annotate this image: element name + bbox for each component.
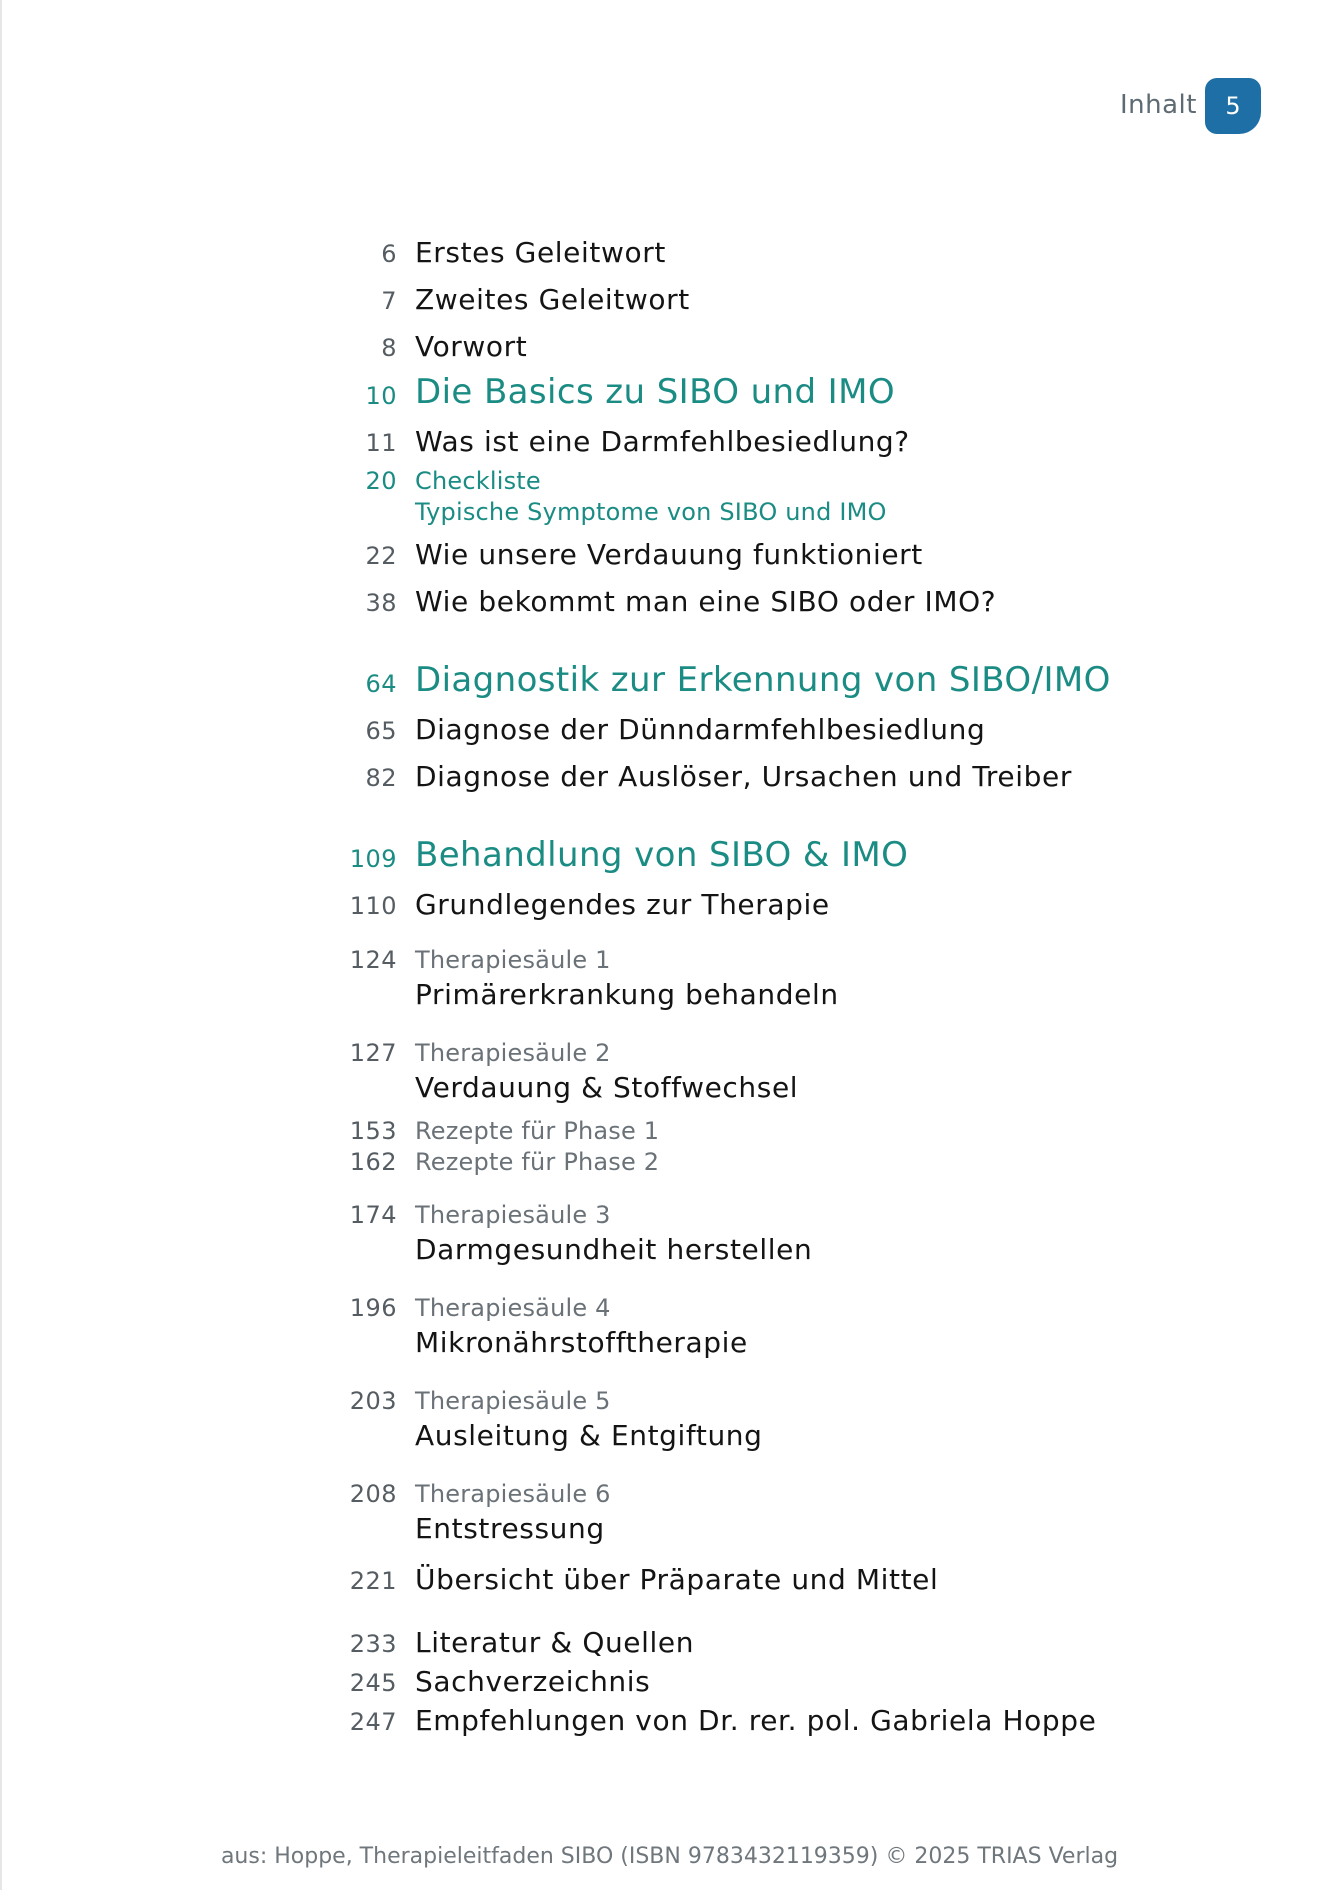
toc-page-number: 221 bbox=[349, 1567, 397, 1595]
toc-page-number: 82 bbox=[365, 764, 397, 792]
toc-section-title: Behandlung von SIBO & IMO bbox=[415, 835, 909, 875]
toc-section-title: Diagnostik zur Erkennung von SIBO/IMO bbox=[415, 660, 1111, 700]
toc-pillar-title: Entstressung bbox=[415, 1512, 605, 1545]
toc-pillar-title: Verdauung & Stoffwechsel bbox=[415, 1071, 799, 1104]
toc-title: Empfehlungen von Dr. rer. pol. Gabriela Hoppe bbox=[415, 1704, 1097, 1737]
toc-title: Sachverzeichnis bbox=[415, 1665, 651, 1698]
toc-title: Rezepte für Phase 1 bbox=[415, 1117, 660, 1145]
toc-title: Diagnose der Auslöser, Ursachen und Treiber bbox=[415, 760, 1072, 793]
toc-page-number: 247 bbox=[349, 1708, 397, 1736]
toc-page-number: 109 bbox=[349, 845, 397, 873]
toc-pillar-title: Ausleitung & Entgiftung bbox=[415, 1419, 763, 1452]
toc-page-number: 208 bbox=[349, 1480, 397, 1508]
toc-title: Wie unsere Verdauung funktioniert bbox=[415, 538, 923, 571]
toc-title: Grundlegendes zur Therapie bbox=[415, 888, 830, 921]
toc-page-number: 8 bbox=[381, 334, 397, 362]
toc-title: Rezepte für Phase 2 bbox=[415, 1148, 660, 1176]
toc-page-number: 22 bbox=[365, 542, 397, 570]
toc-page-number: 64 bbox=[365, 670, 397, 698]
toc-pillar-title: Darmgesundheit herstellen bbox=[415, 1233, 813, 1266]
toc-page-number: 20 bbox=[365, 467, 397, 495]
toc-pillar-title: Mikronährstofftherapie bbox=[415, 1326, 748, 1359]
toc-checklist-subtitle: Typische Symptome von SIBO und IMO bbox=[415, 498, 887, 526]
toc-page-number: 127 bbox=[349, 1039, 397, 1067]
toc-title: Übersicht über Präparate und Mittel bbox=[415, 1563, 939, 1596]
toc-pillar-label: Therapiesäule 4 bbox=[415, 1294, 611, 1322]
toc-title: Literatur & Quellen bbox=[415, 1626, 695, 1659]
toc-pillar-label: Therapiesäule 5 bbox=[415, 1387, 611, 1415]
toc-page-number: 162 bbox=[349, 1148, 397, 1176]
toc-pillar-label: Therapiesäule 2 bbox=[415, 1039, 611, 1067]
toc-pillar-label: Therapiesäule 3 bbox=[415, 1201, 611, 1229]
toc-title: Zweites Geleitwort bbox=[415, 283, 690, 316]
toc-page-number: 65 bbox=[365, 717, 397, 745]
toc-title: Diagnose der Dünndarmfehlbesiedlung bbox=[415, 713, 986, 746]
footer-source-note: aus: Hoppe, Therapieleitfaden SIBO (ISBN 9783432119359) © 2025 TRIAS Verlag bbox=[220, 1844, 1119, 1869]
toc-page-number: 11 bbox=[365, 429, 397, 457]
toc-page-number: 38 bbox=[365, 589, 397, 617]
toc-pillar-label: Therapiesäule 1 bbox=[415, 946, 611, 974]
toc-title: Was ist eine Darmfehlbesiedlung? bbox=[415, 425, 910, 458]
toc-pillar-label: Therapiesäule 6 bbox=[415, 1480, 611, 1508]
toc-page-number: 245 bbox=[349, 1669, 397, 1697]
toc-page-number: 110 bbox=[349, 892, 397, 920]
page-number-badge: 5 bbox=[1205, 78, 1261, 134]
toc-page-number: 10 bbox=[365, 382, 397, 410]
toc-checklist-title: Checkliste bbox=[415, 467, 541, 495]
toc-page-number: 203 bbox=[349, 1387, 397, 1415]
toc-page-number: 7 bbox=[381, 287, 397, 315]
toc-page-number: 196 bbox=[349, 1294, 397, 1322]
toc-section-title: Die Basics zu SIBO und IMO bbox=[415, 372, 896, 412]
header-label: Inhalt bbox=[1120, 90, 1197, 120]
toc-page-number: 233 bbox=[349, 1630, 397, 1658]
toc-page-number: 124 bbox=[349, 946, 397, 974]
toc-title: Erstes Geleitwort bbox=[415, 236, 666, 269]
toc-title: Wie bekommt man eine SIBO oder IMO? bbox=[415, 585, 997, 618]
toc-page-number: 153 bbox=[349, 1117, 397, 1145]
toc-title: Vorwort bbox=[415, 330, 528, 363]
toc-pillar-title: Primärerkrankung behandeln bbox=[415, 978, 839, 1011]
toc-page-number: 6 bbox=[381, 240, 397, 268]
toc-page-number: 174 bbox=[349, 1201, 397, 1229]
